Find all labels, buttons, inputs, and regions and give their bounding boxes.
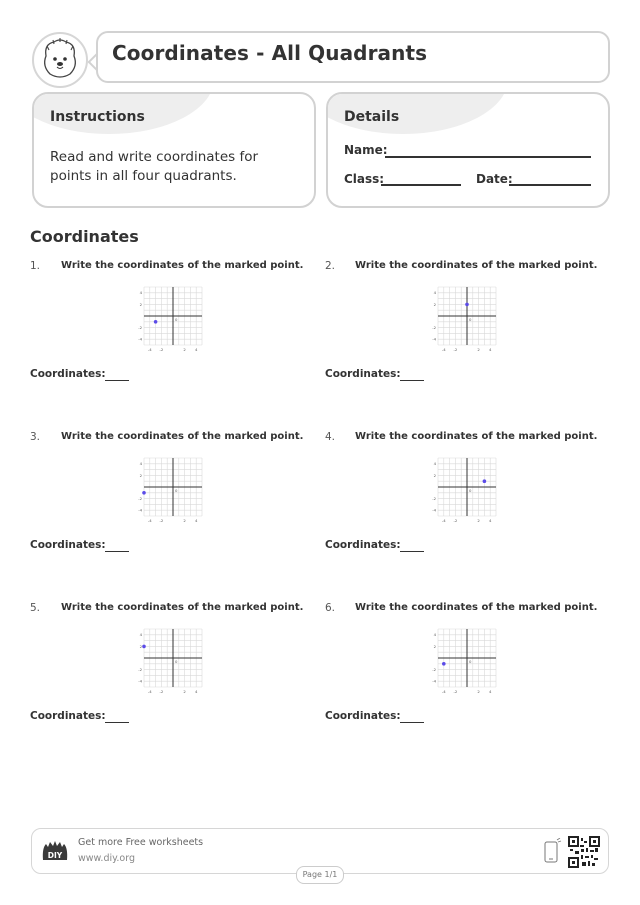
origin-label: 0	[175, 488, 178, 493]
question-prompt: Write the coordinates of the marked point.	[355, 602, 598, 613]
instructions-text: Read and write coordinates for points in all four quadrants.	[50, 149, 259, 184]
marked-point	[465, 303, 469, 307]
page-title: Coordinates - All Quadrants	[112, 41, 428, 65]
x-tick-label: 2	[477, 689, 480, 694]
footer-url-link[interactable]: www.diy.org	[78, 853, 135, 864]
y-tick-label: 2	[433, 472, 436, 478]
marked-point	[483, 479, 487, 483]
diy-logo-text: DIY	[47, 851, 63, 860]
y-tick-label: 4	[433, 632, 436, 638]
question-prompt: Write the coordinates of the marked point.	[61, 431, 304, 442]
y-tick-label: 4	[139, 290, 142, 296]
y-tick-label: -4	[432, 678, 436, 684]
class-label: Class:	[344, 172, 385, 186]
marked-point	[154, 320, 158, 324]
origin-label: 0	[175, 317, 178, 322]
instructions-title: Instructions	[50, 109, 145, 125]
x-tick-label: 2	[477, 347, 480, 352]
marked-point	[139, 643, 146, 649]
question-number: 2.	[325, 260, 336, 272]
y-tick-label: -2	[138, 667, 142, 672]
qr-code-icon[interactable]	[568, 836, 600, 868]
answer-field[interactable]	[105, 380, 129, 381]
coordinates-label: Coordinates:	[325, 539, 401, 551]
origin-label: 0	[175, 659, 178, 664]
x-tick-label: -2	[159, 347, 164, 352]
question-number: 3.	[30, 431, 41, 443]
y-tick-label: 2	[433, 301, 436, 307]
x-tick-label: 4	[194, 518, 198, 523]
phone-icon	[542, 838, 562, 864]
x-tick-label: -2	[159, 689, 164, 694]
x-tick-label: -2	[159, 518, 164, 523]
coordinate-grid	[136, 626, 208, 702]
mascot-avatar	[32, 32, 88, 88]
origin-label: 0	[469, 488, 472, 493]
coordinates-label: Coordinates:	[325, 710, 401, 722]
question-block	[294, 600, 614, 730]
diy-logo[interactable]	[40, 838, 70, 864]
section-title: Coordinates	[30, 227, 139, 246]
origin-label: 0	[469, 659, 472, 664]
y-tick-label: 2	[139, 643, 142, 649]
x-tick-label: 4	[488, 518, 492, 523]
mascot-icon	[34, 34, 86, 86]
diy-logo-icon	[40, 838, 70, 864]
coordinates-label: Coordinates:	[30, 710, 106, 722]
question-number: 4.	[325, 431, 336, 443]
x-tick-label: 4	[194, 347, 198, 352]
y-tick-label: -2	[432, 667, 436, 672]
answer-field[interactable]	[105, 551, 129, 552]
coordinates-label: Coordinates:	[325, 368, 401, 380]
question-block	[294, 429, 614, 559]
y-tick-label: -4	[432, 336, 436, 342]
details-card	[326, 92, 610, 208]
x-tick-label: 2	[183, 518, 186, 523]
coordinates-label: Coordinates:	[30, 539, 106, 551]
y-tick-label: -2	[138, 325, 142, 330]
y-tick-label: 4	[139, 461, 142, 467]
x-tick-label: -2	[453, 518, 458, 523]
y-tick-label: -4	[138, 336, 142, 342]
coordinate-grid	[430, 284, 502, 360]
y-tick-label: -4	[432, 507, 436, 513]
question-prompt: Write the coordinates of the marked point.	[355, 260, 598, 271]
y-tick-label: -2	[432, 325, 436, 330]
page-indicator: Page 1/1	[296, 866, 344, 884]
question-prompt: Write the coordinates of the marked point.	[355, 431, 598, 442]
y-tick-label: 4	[433, 461, 436, 467]
coordinate-grid	[430, 455, 502, 531]
answer-field[interactable]	[400, 380, 424, 381]
answer-field[interactable]	[400, 722, 424, 723]
question-block	[0, 429, 320, 559]
x-tick-label: 4	[194, 689, 198, 694]
y-tick-label: 2	[433, 643, 436, 649]
name-field[interactable]	[385, 156, 591, 158]
y-tick-label: 4	[433, 290, 436, 296]
question-number: 1.	[30, 260, 41, 272]
date-field[interactable]	[509, 184, 591, 186]
coordinate-grid	[136, 284, 208, 360]
y-tick-label: 2	[139, 472, 142, 478]
x-tick-label: 4	[488, 347, 492, 352]
x-tick-label: 2	[183, 347, 186, 352]
marked-point	[142, 491, 146, 495]
name-label: Name:	[344, 143, 388, 157]
x-tick-label: -4	[441, 518, 446, 523]
instructions-card	[32, 92, 316, 208]
answer-field[interactable]	[105, 722, 129, 723]
marked-point	[442, 662, 446, 666]
y-tick-label: 4	[139, 632, 142, 638]
question-prompt: Write the coordinates of the marked point.	[61, 260, 304, 271]
x-tick-label: -4	[441, 689, 446, 694]
y-tick-label: -4	[138, 507, 142, 513]
x-tick-label: 4	[488, 689, 492, 694]
x-tick-label: -4	[147, 518, 152, 523]
x-tick-label: -2	[453, 347, 458, 352]
y-tick-label: -2	[138, 496, 142, 501]
x-tick-label: -2	[453, 689, 458, 694]
coordinate-grid	[430, 626, 502, 702]
coordinate-grid	[136, 455, 208, 531]
x-tick-label: -4	[441, 347, 446, 352]
answer-field[interactable]	[400, 551, 424, 552]
details-title: Details	[344, 109, 400, 125]
question-block	[294, 258, 614, 388]
coordinates-label: Coordinates:	[30, 368, 106, 380]
y-tick-label: -2	[432, 496, 436, 501]
question-block	[0, 258, 320, 388]
question-block	[0, 600, 320, 730]
x-tick-label: -4	[147, 689, 152, 694]
question-number: 5.	[30, 602, 41, 614]
x-tick-label: 2	[477, 518, 480, 523]
date-label: Date:	[476, 172, 513, 186]
x-tick-label: 2	[183, 689, 186, 694]
question-prompt: Write the coordinates of the marked point.	[61, 602, 304, 613]
y-tick-label: 2	[139, 301, 142, 307]
y-tick-label: -4	[138, 678, 142, 684]
footer-promo-text: Get more Free worksheets	[78, 837, 204, 848]
x-tick-label: -4	[147, 347, 152, 352]
origin-label: 0	[469, 317, 472, 322]
question-number: 6.	[325, 602, 336, 614]
class-field[interactable]	[381, 184, 461, 186]
